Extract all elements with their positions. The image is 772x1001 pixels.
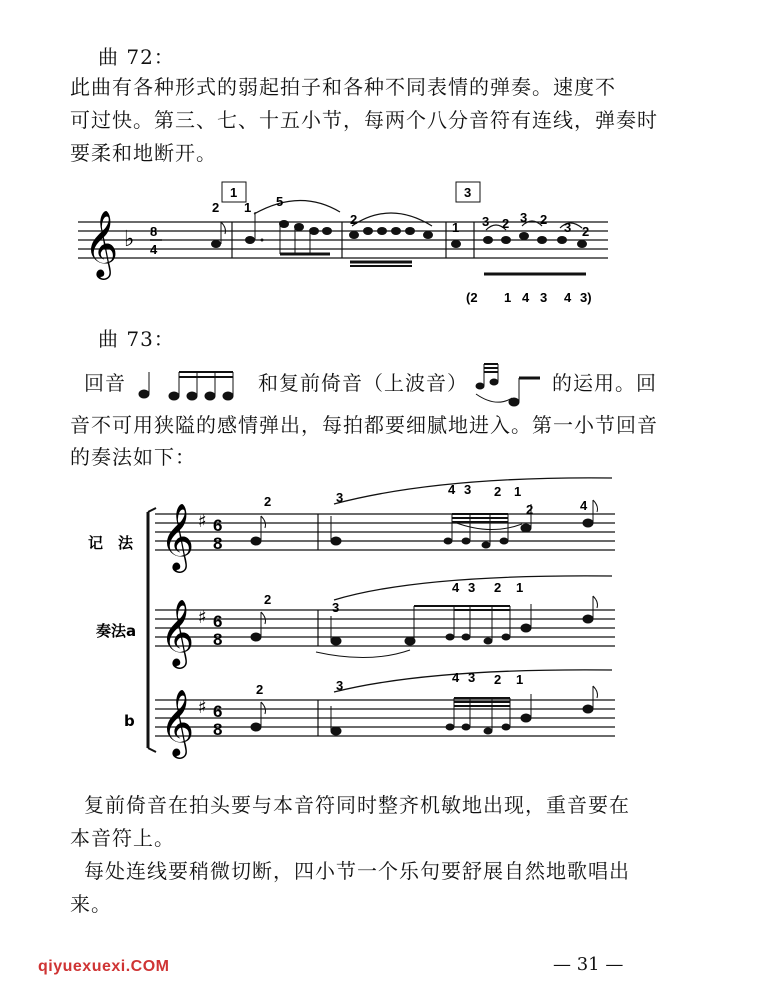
time-bottom-3: 8	[213, 720, 223, 739]
staff-notation-lines	[155, 514, 615, 550]
fing-73n-0: 2	[264, 494, 272, 509]
fing-72-5: 3	[482, 214, 490, 229]
label-notation: 记 法	[88, 534, 134, 552]
fing-73b-1: 3	[336, 678, 344, 693]
piece73-line1-a: 回音	[84, 371, 126, 395]
notes-perf-a	[251, 596, 598, 645]
treble-clef-icon: 𝄞	[160, 688, 195, 756]
box-1-label: 1	[230, 185, 238, 200]
staff-perf-a-lines	[155, 610, 615, 646]
closing-p1-line1: 复前倚音在拍头要与本音符同时整齐机敏地出现，重音要在	[84, 793, 630, 817]
sharp-icon: ♯	[198, 697, 207, 718]
staff-b-lines	[155, 700, 615, 736]
alt-fing-5: 3)	[580, 290, 592, 305]
time-bottom-1: 8	[213, 534, 223, 553]
fing-73b-5: 1	[516, 672, 524, 687]
fing-73n-3: 3	[464, 482, 472, 497]
fing-73a-1: 3	[332, 600, 340, 615]
fing-72-4: 1	[452, 220, 460, 235]
fing-73n-4: 2	[494, 484, 502, 499]
piece73-line3: 的奏法如下：	[70, 445, 196, 469]
piece72-time-bottom: 4	[150, 242, 158, 257]
fing-72-0: 2	[212, 200, 220, 215]
time-top-2: 6	[213, 612, 223, 631]
piece73-line1-c: 的运用。回	[552, 371, 657, 395]
fing-73a-2: 4	[452, 580, 460, 595]
closing-p2-line2: 来。	[70, 892, 112, 916]
piece72-heading: 曲 72：	[98, 45, 175, 69]
fing-73b-4: 2	[494, 672, 502, 687]
treble-clef-icon: 𝄞	[84, 209, 119, 277]
notes-b	[251, 686, 598, 735]
closing-p2-line1: 每处连线要稍微切断，四小节一个乐句要舒展自然地歌唱出	[84, 859, 630, 883]
treble-clef-icon: 𝄞	[160, 598, 195, 666]
piece72-time-top: 8	[150, 224, 158, 239]
alt-fing-3: 3	[540, 290, 548, 305]
fing-73b-0: 2	[256, 682, 264, 697]
fing-73n-7: 4	[580, 498, 588, 513]
time-bottom-2: 8	[213, 630, 223, 649]
alt-fing-1: 1	[504, 290, 512, 305]
fing-72-8: 2	[540, 212, 548, 227]
alt-fing-4: 4	[564, 290, 572, 305]
label-b: b	[124, 712, 135, 730]
piece72-para-line2: 可过快。第三、七、十五小节，每两个八分音符有连线，弹奏时	[70, 108, 658, 132]
box-3-label: 3	[464, 185, 472, 200]
fing-72-1: 1	[244, 200, 252, 215]
piece72-para-line3: 要柔和地断开。	[70, 141, 217, 165]
flat-icon: ♭	[124, 227, 135, 252]
sharp-icon: ♯	[198, 607, 207, 628]
piece73-line2: 音不可用狭隘的感情弹出，每拍都要细腻地进入。第一小节回音	[70, 413, 658, 437]
piece72-para-line1: 此曲有各种形式的弱起拍子和各种不同表情的弹奏。速度不	[70, 75, 616, 99]
fing-73n-6: 2	[526, 502, 534, 517]
fing-73b-3: 3	[468, 670, 476, 685]
fing-73n-2: 4	[448, 482, 456, 497]
fing-73a-5: 1	[516, 580, 524, 595]
fing-72-2: 5	[276, 194, 284, 209]
fing-72-10: 2	[582, 224, 590, 239]
label-perf-a: 奏法a	[96, 622, 137, 640]
time-top-3: 6	[213, 702, 223, 721]
alt-fing-0: (2	[466, 290, 478, 305]
fing-72-7: 3	[520, 210, 528, 225]
fing-72-9: 3	[564, 220, 572, 235]
watermark: qiyuexuexi.COM	[38, 958, 170, 975]
page-number: — 31 —	[553, 954, 624, 975]
treble-clef-icon: 𝄞	[160, 502, 195, 570]
time-top-1: 6	[213, 516, 223, 535]
fing-73a-3: 3	[468, 580, 476, 595]
piece73-line1-b: 和复前倚音（上波音）	[258, 371, 468, 395]
fing-73a-4: 2	[494, 580, 502, 595]
fing-72-3: 2	[350, 212, 358, 227]
piece73-heading: 曲 73：	[98, 327, 175, 351]
fing-73n-1: 3	[336, 490, 344, 505]
fing-73b-2: 4	[452, 670, 460, 685]
closing-p1-line2: 本音符上。	[70, 826, 175, 850]
fing-73a-0: 2	[264, 592, 272, 607]
fing-73n-5: 1	[514, 484, 522, 499]
sharp-icon: ♯	[198, 511, 207, 532]
fing-72-6: 2	[502, 216, 510, 231]
alt-fing-2: 4	[522, 290, 530, 305]
